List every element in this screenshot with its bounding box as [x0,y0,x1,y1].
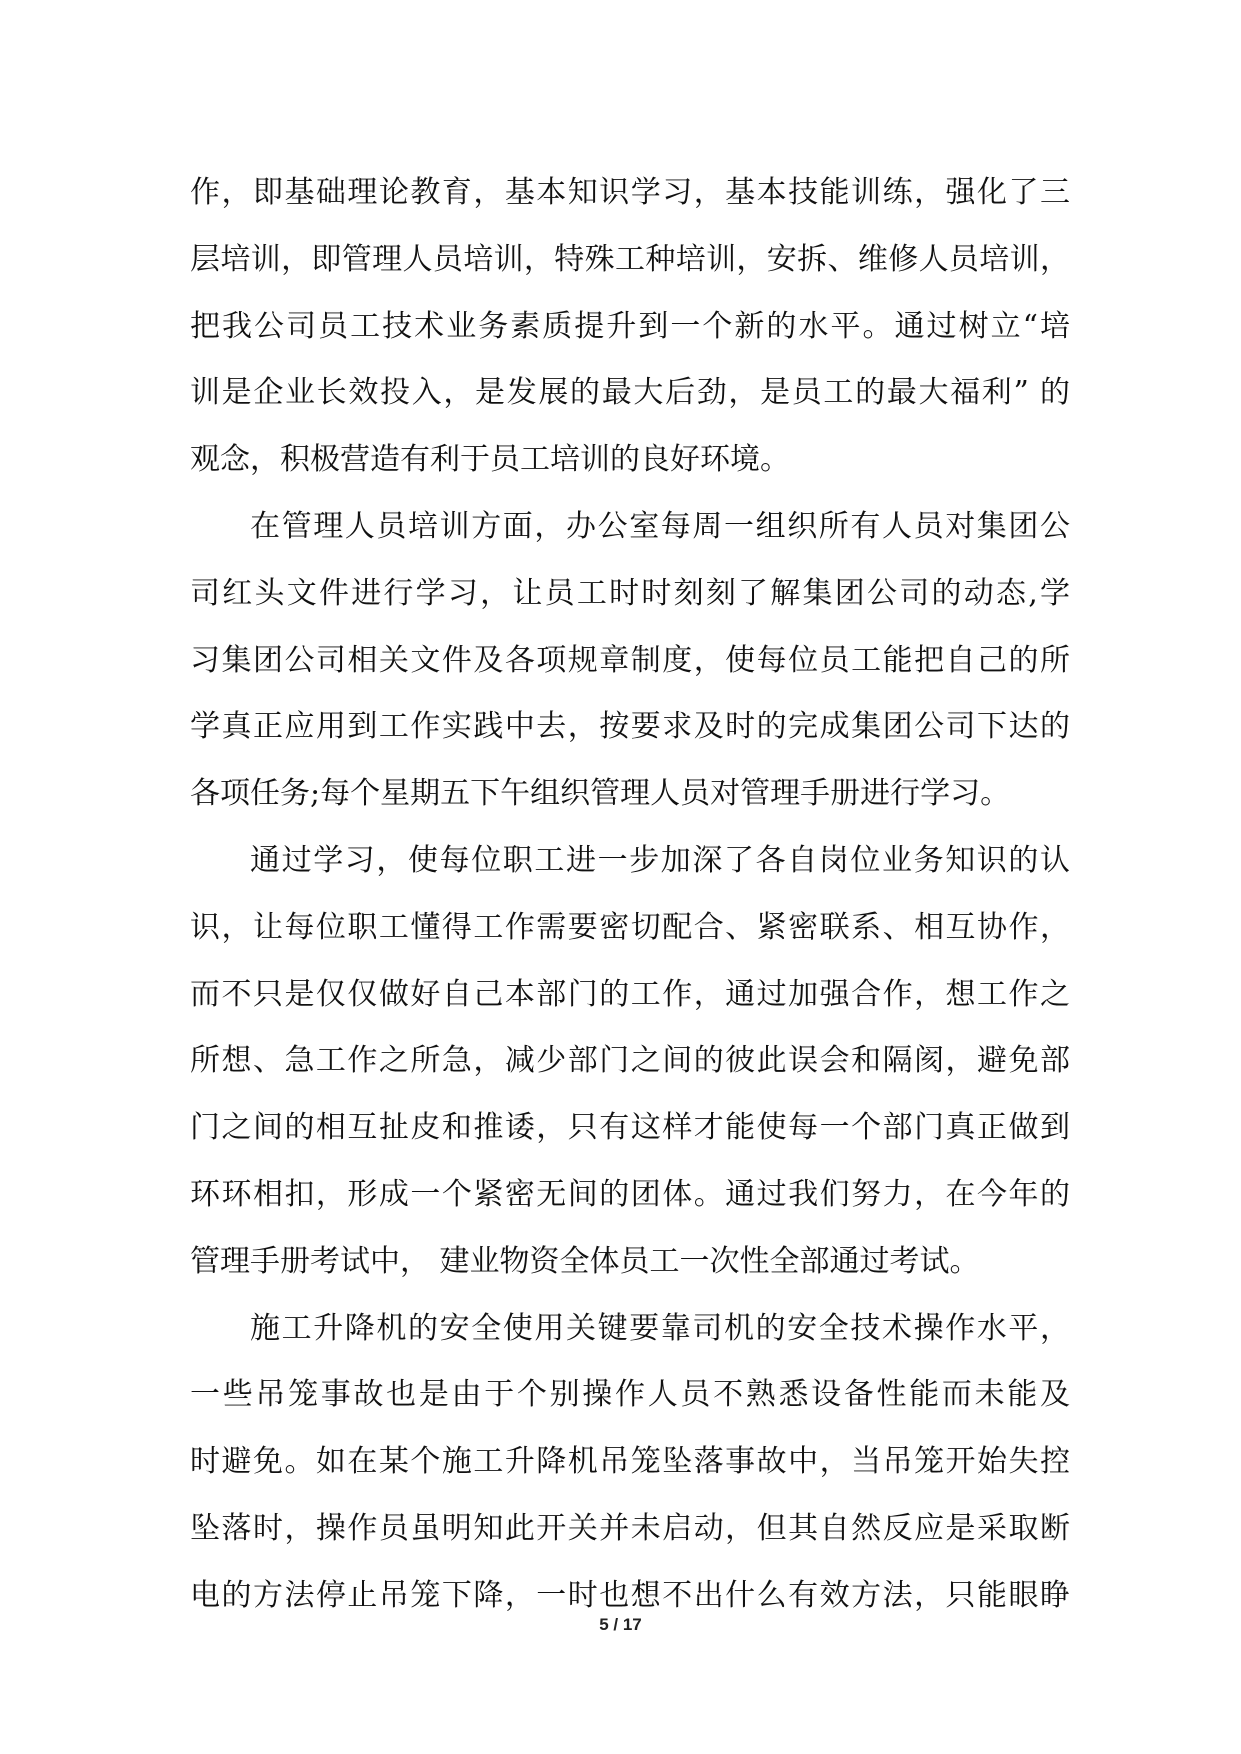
text-line: 在管理人员培训方面，办公室每周一组织所有人员对集团公 [250,508,1070,544]
page-number: 5 / 17 [599,1615,642,1634]
text-line: 司红头文件进行学习，让员工时时刻刻了解集团公司的动态,学 [190,575,1070,611]
text-line: 而不只是仅仅做好自己本部门的工作，通过加强合作，想工作之 [190,976,1070,1012]
text-line: 训是企业长效投入，是发展的最大后劲，是员工的最大福利” 的 [190,375,1070,411]
text-line: 环环相扣，形成一个紧密无间的团体。通过我们努力，在今年的 [190,1176,1070,1212]
text-line: 一些吊笼事故也是由于个别操作人员不熟悉设备性能而未能及 [190,1377,1070,1413]
text-line: 作，即基础理论教育，基本知识学习，基本技能训练，强化了三 [190,175,1070,210]
text-line: 所想、急工作之所急，减少部门之间的彼此误会和隔阂，避免部 [190,1043,1070,1079]
text-line: 施工升降机的安全使用关键要靠司机的安全技术操作水平， [250,1310,1070,1346]
document-body [190,160,1070,1630]
text-line: 管理手册考试中， 建业物资全体员工一次性全部通过考试。 [190,1243,980,1279]
text-line: 层培训，即管理人员培训，特殊工种培训，安拆、维修人员培训， [190,241,1070,277]
text-line: 观念，积极营造有利于员工培训的良好环境。 [190,442,790,478]
text-line: 门之间的相互扯皮和推诿，只有这样才能使每一个部门真正做到 [190,1110,1070,1146]
text-line: 电的方法停止吊笼下降，一时也想不出什么有效方法，只能眼睁 [190,1577,1070,1613]
text-line: 各项任务;每个星期五下午组织管理人员对管理手册进行学习。 [190,776,1011,812]
text-line: 学真正应用到工作实践中去，按要求及时的完成集团公司下达的 [190,709,1070,745]
text-line: 把我公司员工技术业务素质提升到一个新的水平。通过树立“培 [190,308,1070,344]
text-line: 时避免。如在某个施工升降机吊笼坠落事故中，当吊笼开始失控 [190,1444,1070,1480]
text-line: 坠落时，操作员虽明知此开关并未启动，但其自然反应是采取断 [190,1510,1070,1546]
text-line: 通过学习，使每位职工进一步加深了各自岗位业务知识的认 [250,842,1070,878]
text-line: 习集团公司相关文件及各项规章制度，使每位员工能把自己的所 [190,642,1070,678]
text-line: 识，让每位职工懂得工作需要密切配合、紧密联系、相互协作， [190,909,1070,945]
